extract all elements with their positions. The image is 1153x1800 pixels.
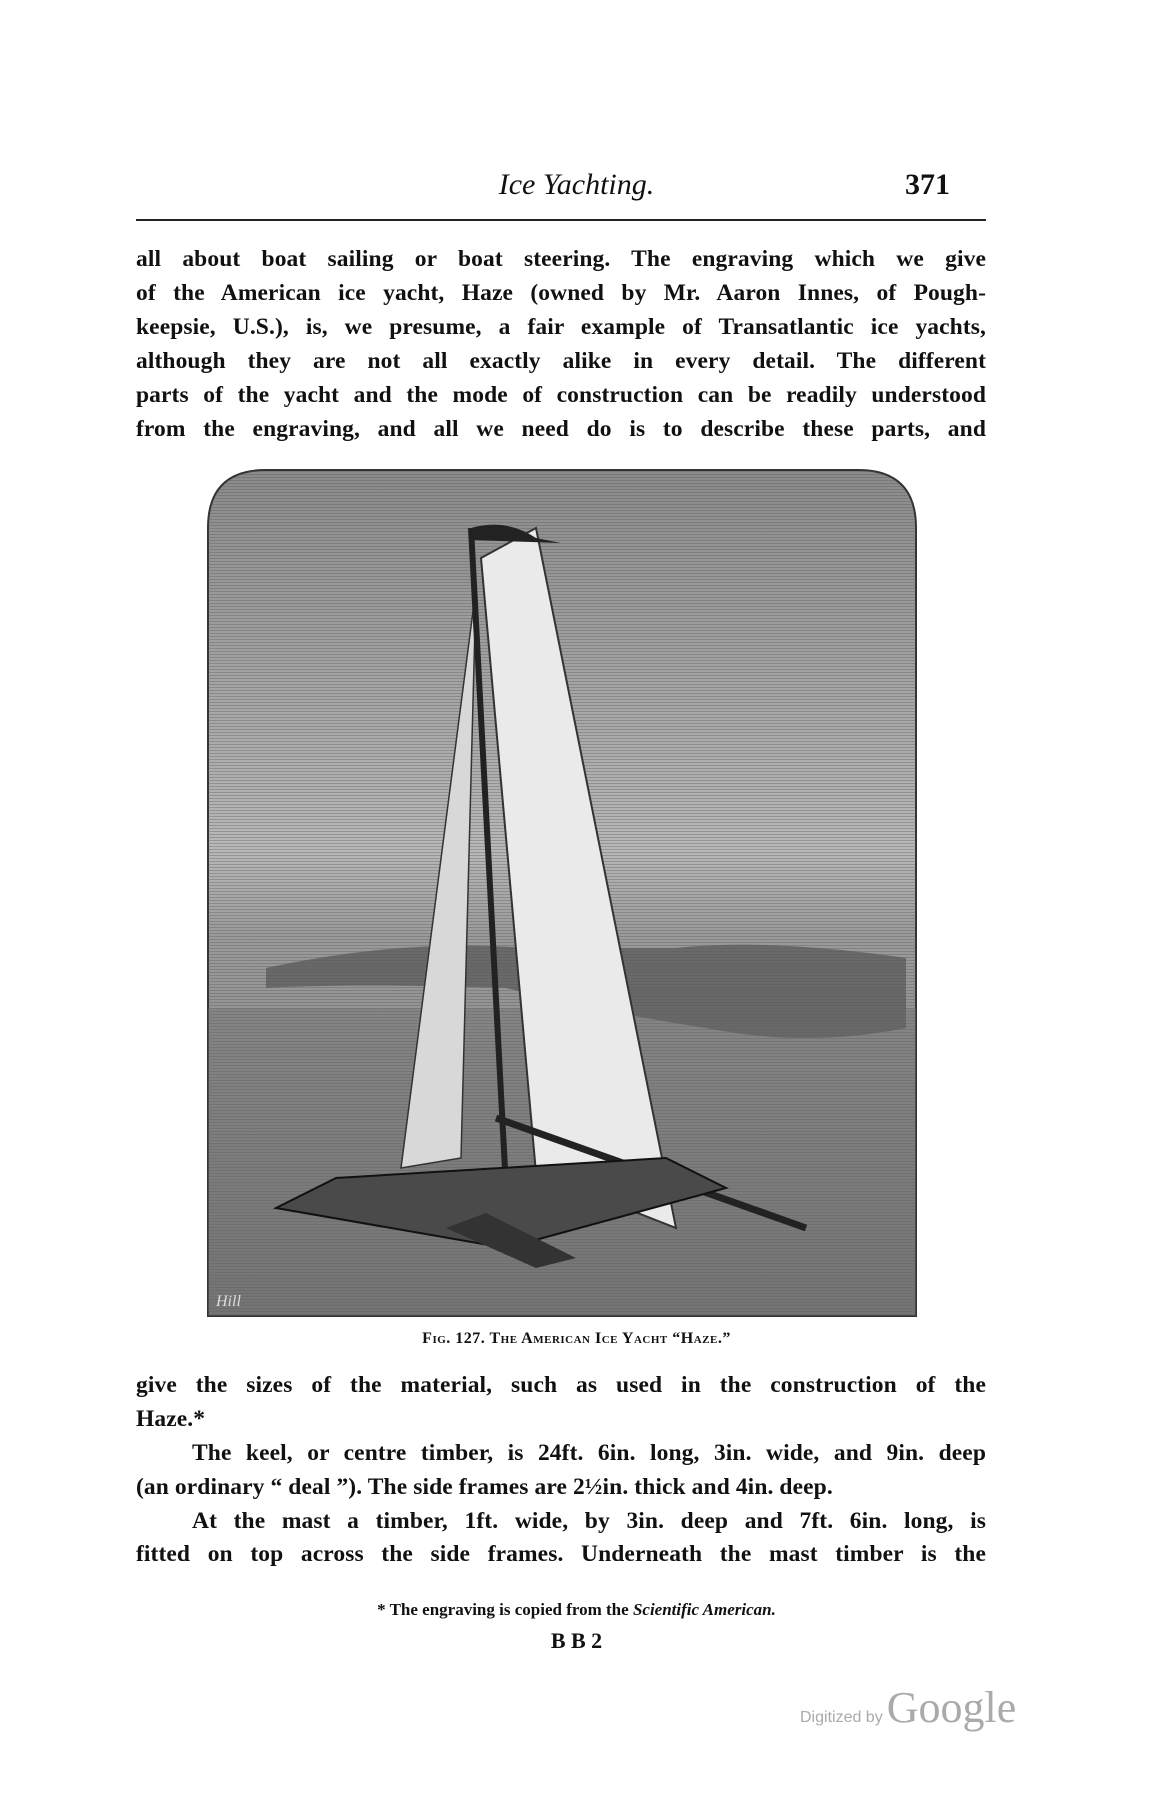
text-line: At the mast a timber, 1ft. wide, by 3in. deep and 7ft. 6in. long, is [192,1508,986,1534]
text-line: (an ordinary “ deal ”). The side frames are 2½in. thick and 4in. deep. [136,1474,833,1500]
watermark-prefix: Digitized by [800,1709,883,1726]
text-line: fitted on top across the side frames. Underneath the mast timber is the [136,1541,986,1567]
text-line: give the sizes of the material, such as used in the construction of the [136,1372,986,1398]
artist-signature: Hill [216,1293,241,1310]
text-line: from the engraving, and all we need do is to describe these parts, and [136,416,986,442]
figure-caption: Fig. 127. The American Ice Yacht “Haze.” [422,1330,731,1347]
text-line: of the American ice yacht, Haze (owned by Mr. Aaron Innes, of Pough- [136,280,986,306]
engraving-ice-yacht [206,468,918,1318]
header-rule [136,219,986,221]
text-line: all about boat sailing or boat steering. The engraving which we give [136,246,986,272]
page-number: 371 [905,168,950,201]
text-line: Haze.* [136,1406,206,1432]
running-title: Ice Yachting. [498,168,655,201]
text-line: although they are not all exactly alike in every detail. The different [136,348,986,374]
footnote [0,1600,1153,1620]
google-watermark [800,1682,1016,1733]
signature-mark: B B 2 [550,1628,603,1653]
text-line: keepsie, U.S.), is, we presume, a fair example of Transatlantic ice yachts, [136,314,986,340]
footnote-text: The engraving is copied from the [389,1600,633,1619]
text-line: parts of the yacht and the mode of construction can be readily understood [136,382,986,408]
watermark-brand: Google [886,1683,1017,1732]
footnote-source: Scientific American. [632,1600,776,1619]
footnote-marker: * [377,1600,386,1619]
text-line: The keel, or centre timber, is 24ft. 6in. long, 3in. wide, and 9in. deep [192,1440,986,1466]
